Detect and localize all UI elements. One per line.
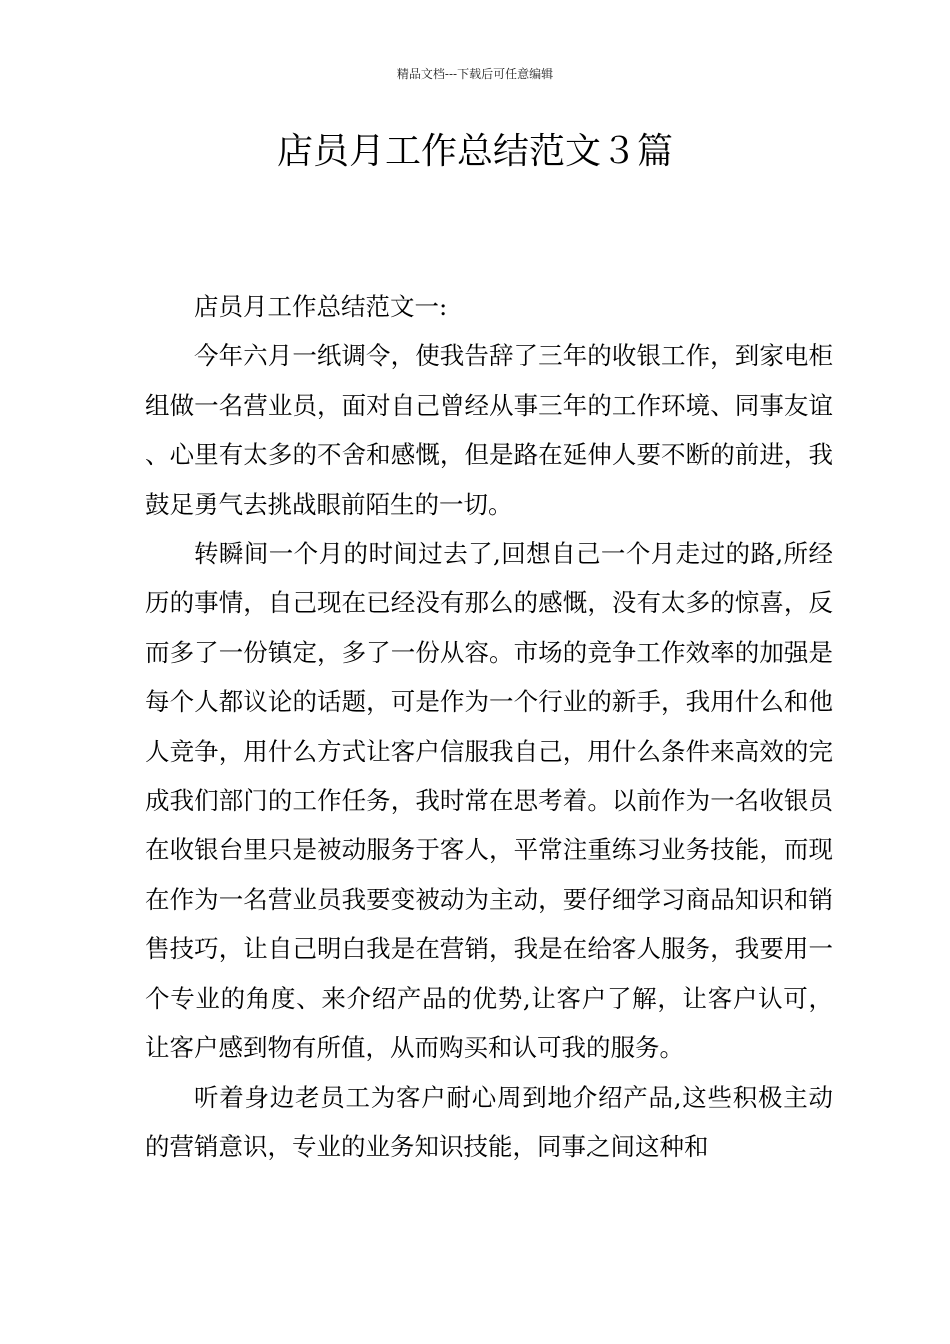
document-title: 店员月工作总结范文３篇	[276, 131, 673, 172]
section-heading: 店员月工作总结范文一:	[194, 292, 448, 321]
header-note: 精品文档---下载后可任意编辑	[396, 67, 554, 81]
document-body	[145, 282, 833, 1171]
paragraph: 听着身边老员工为客户耐心周到地介绍产品,这些积极主动的营销意识，专业的业务知识技能，同事之间这种和	[145, 1082, 833, 1161]
paragraph: 转瞬间一个月的时间过去了,回想自己一个月走过的路,所经历的事情，自己现在已经没有那么的感慨，没有太多的惊喜，反而多了一份镇定，多了一份从容。市场的竞争工作效率的加强是每个人都议论的话题，可是作为一个行业的新手，我用什么和他人竞争，用什么方式让客户信服我自己，用什么条件来高效的完成我们部门的工作任务，我时常在思考着。以前作为一名收银员在收银台里只是被动服务于客人，平常注重练习业务技能，而现在作为一名营业员我要变被动为主动，要仔细学习商品知识和销售技巧，让自己明白我是在营销，我是在给客人服务，我要用一个专业的角度、来介绍产品的优势,让客户了解，让客户认可，让客户感到物有所值，从而购买和认可我的服务。	[145, 539, 833, 1063]
paragraph: 今年六月一纸调令，使我告辞了三年的收银工作，到家电柜组做一名营业员，面对自己曾经从事三年的工作环境、同事友谊 、心里有太多的不舍和感慨，但是路在延伸人要不断的前进，我鼓足勇气去挑战眼前陌生的一切。	[145, 341, 833, 519]
